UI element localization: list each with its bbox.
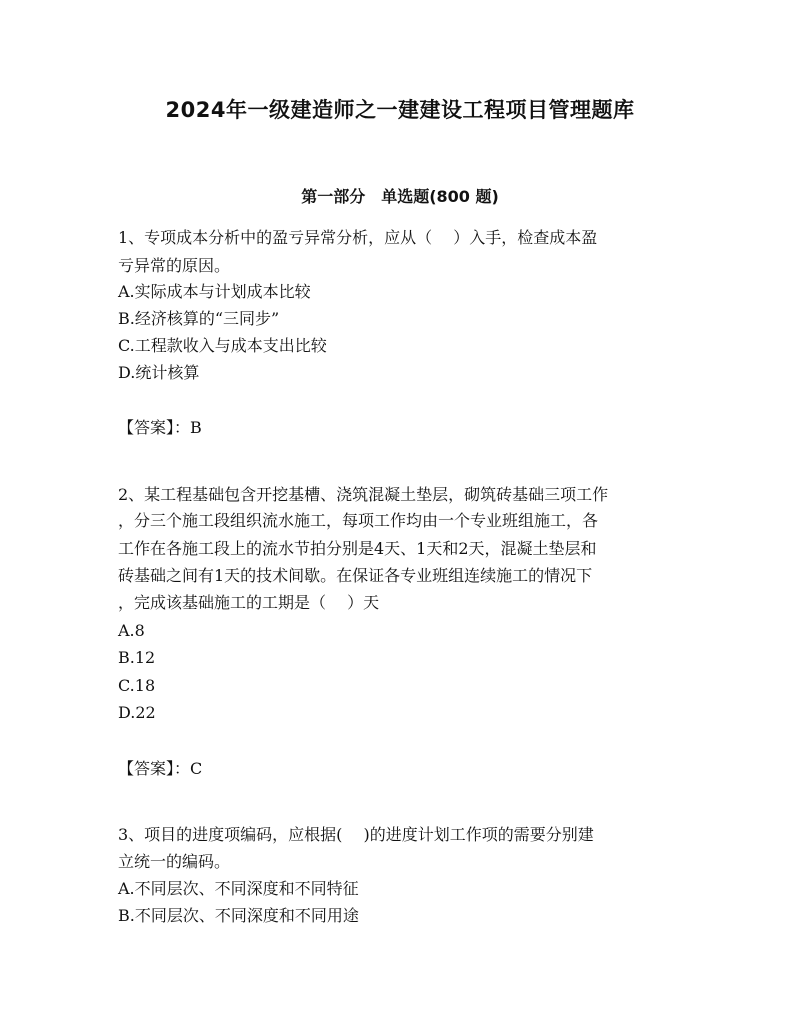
question-2-option-b: B.12 (118, 648, 156, 667)
question-1-answer: 【答案】：B (118, 418, 202, 437)
question-1-option-b: B.经济核算的“三同步” (118, 309, 280, 328)
question-2-stem-line-2: ，分三个施工段组织流水施工，每项工作均由一个专业班组施工，各 (118, 511, 599, 530)
question-2-option-d: D.22 (118, 703, 156, 722)
question-3-option-a: A.不同层次、不同深度和不同特征 (118, 879, 359, 898)
document-title: 2024年一级建造师之一建建设工程项目管理题库 (165, 98, 635, 122)
question-2-stem-line-5: ，完成该基础施工的工期是（ ）天 (118, 593, 380, 612)
question-2-option-a: A.8 (118, 621, 145, 640)
section-heading: 第一部分 单选题(800 题) (301, 187, 499, 206)
question-1-option-d: D.统计核算 (118, 363, 200, 382)
question-2-answer: 【答案】：C (118, 759, 203, 778)
question-3-option-b: B.不同层次、不同深度和不同用途 (118, 906, 359, 925)
question-2-option-c: C.18 (118, 676, 156, 695)
question-2-stem-line-1: 2、某工程基础包含开挖基槽、浇筑混凝土垫层，砌筑砖基础三项工作 (118, 485, 609, 504)
question-3-stem-line-1: 3、项目的进度项编码，应根据( )的进度计划工作项的需要分别建 (118, 825, 594, 844)
question-2-stem-line-4: 砖基础之间有1天的技术间歇。在保证各专业班组连续施工的情况下 (118, 566, 593, 585)
question-1-stem-line-1: 1、专项成本分析中的盈亏异常分析，应从（ ）入手，检查成本盈 (118, 228, 598, 247)
question-1-option-a: A.实际成本与计划成本比较 (118, 282, 311, 301)
question-2-stem-line-3: 工作在各施工段上的流水节拍分别是4天、1天和2天，混凝土垫层和 (118, 539, 597, 558)
question-1-stem-line-2: 亏异常的原因。 (118, 256, 231, 275)
question-3-stem-line-2: 立统一的编码。 (118, 852, 231, 871)
question-1-option-c: C.工程款收入与成本支出比较 (118, 336, 327, 355)
